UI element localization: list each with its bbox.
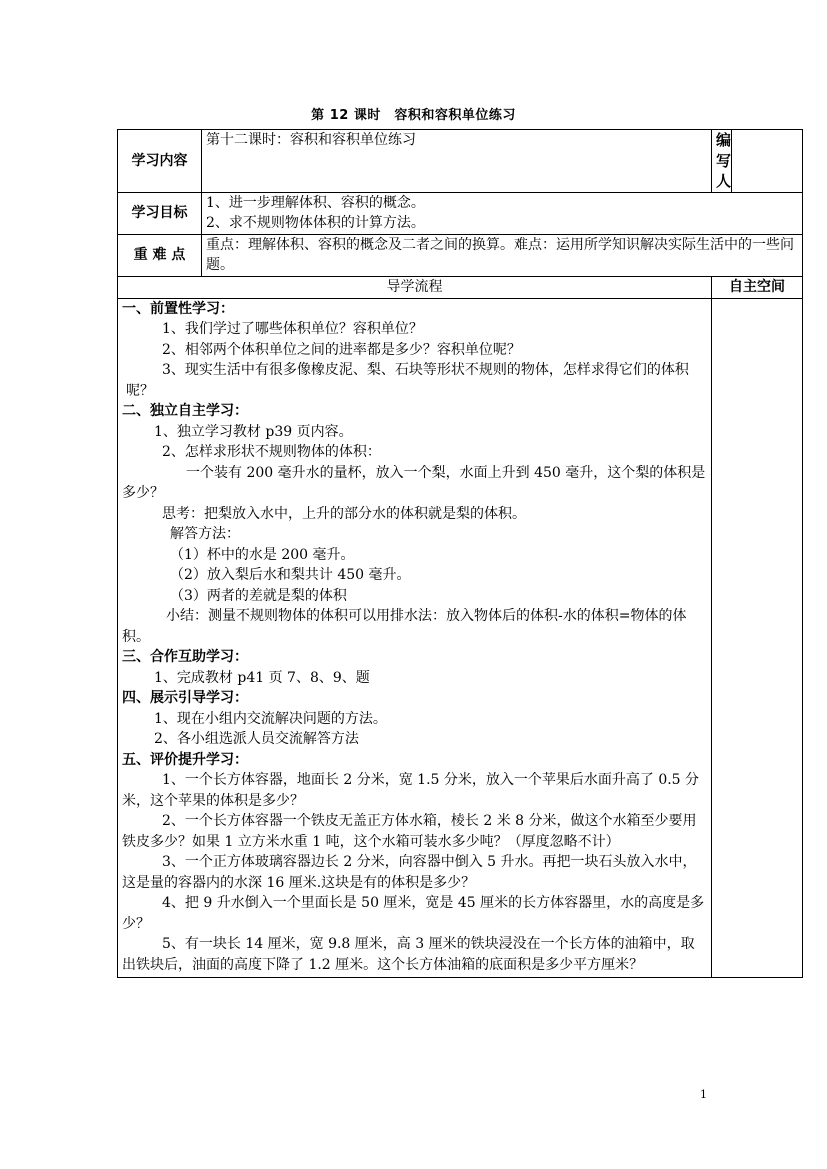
method-label: 解答方法： xyxy=(170,526,240,542)
list-item: 1、完成教材 p41 页 7、8、9、题 xyxy=(154,669,370,686)
section-heading-5: 五、评价提升学习： xyxy=(122,751,248,768)
section-heading-1: 一、前置性学习： xyxy=(122,300,234,317)
goal-item: 1、进一步理解体积、容积的概念。 xyxy=(206,194,425,211)
list-item: 1、我们学过了哪些体积单位？容积单位？ xyxy=(162,321,423,337)
list-item: 3、现实生活中有很多像橡皮泥、梨、石块等形状不规则的物体，怎样求得它们的体积呢？ xyxy=(126,362,689,399)
content-row xyxy=(118,130,803,193)
key-row xyxy=(118,234,803,276)
space-column-header: 自主空间 xyxy=(712,276,803,298)
content-label: 学习内容 xyxy=(118,130,202,193)
list-item: 1、现在小组内交流解决问题的方法。 xyxy=(154,710,387,727)
section-heading-4: 四、展示引导学习： xyxy=(122,690,248,706)
author-value xyxy=(732,130,803,193)
list-item: 1、独立学习教材 p39 页内容。 xyxy=(154,423,353,440)
lesson-table xyxy=(117,129,803,978)
think-text: 思考：把梨放入水中，上升的部分水的体积就是梨的体积。 xyxy=(162,505,526,522)
section-heading-3: 三、合作互助学习： xyxy=(122,649,248,665)
key-label: 重 难 点 xyxy=(118,234,202,276)
self-study-space[interactable] xyxy=(712,298,803,978)
exercise-item: 4、把 9 升水倒入一个里面长是 50 厘米，宽是 45 厘米的长方体容器里，水的高度是多少？ xyxy=(122,895,705,932)
flow-content xyxy=(118,298,712,978)
method-step: （2）放入梨后水和梨共计 450 毫升。 xyxy=(170,567,411,583)
author-label: 编写人 xyxy=(712,130,732,193)
method-step: （3）两者的差就是梨的体积 xyxy=(170,587,347,604)
flow-column-header: 导学流程 xyxy=(118,276,712,298)
key-text: 重点：理解体积、容积的概念及二者之间的换算。难点：运用所学知识解决实际生活中的一些问题。 xyxy=(202,234,803,276)
section-heading-2: 二、独立自主学习： xyxy=(122,403,248,419)
list-item: 2、相邻两个体积单位之间的进率都是多少？容积单位呢？ xyxy=(162,341,521,358)
goal-label: 学习目标 xyxy=(118,192,202,234)
exercise-item: 2、一个长方体容器一个铁皮无盖正方体水箱，棱长 2 米 8 分米，做这个水箱至少要用铁皮多少？如果 1 立方米水重 1 吨，这个水箱可装水多少吨？（厚度忽略不计） xyxy=(122,813,697,850)
exercise-item: 5、有一块长 14 厘米，宽 9.8 厘米，高 3 厘米的铁块浸没在一个长方体的油箱中，取出铁块后，油面的高度下降了 1.2 厘米。这个长方体油箱的底面积是多少平方厘米？ xyxy=(122,936,695,973)
exercise-item: 1、一个长方体容器，地面长 2 分米，宽 1.5 分米，放入一个苹果后水面升高了 0.5 分米，这个苹果的体积是多少？ xyxy=(122,772,700,809)
list-item: 2、各小组选派人员交流解答方法 xyxy=(154,731,359,747)
content-value: 第十二课时：容积和容积单位练习 xyxy=(202,130,712,193)
page-number: 1 xyxy=(700,1088,707,1101)
flow-body-row xyxy=(118,298,803,978)
method-step: （1）杯中的水是 200 毫升。 xyxy=(170,546,355,563)
problem-text: 一个装有 200 毫升水的量杯，放入一个梨，水面上升到 450 毫升，这个梨的体积是多少？ xyxy=(122,464,706,501)
list-item: 2、怎样求形状不规则物体的体积： xyxy=(162,444,381,460)
goal-row xyxy=(118,192,803,234)
goal-item: 2、求不规则物体体积的计算方法。 xyxy=(206,215,425,231)
flow-header-row xyxy=(118,276,803,298)
goal-list xyxy=(202,192,803,234)
lesson-sheet xyxy=(117,129,802,978)
document-title: 第 12 课时 容积和容积单位练习 xyxy=(311,108,516,123)
exercise-item: 3、一个正方体玻璃容器边长 2 分米，向容器中倒入 5 升水。再把一块石头放入水中，这是量的容器内的水深 16 厘米.这块是有的体积是多少？ xyxy=(122,854,697,891)
summary-text: 小结：测量不规则物体的体积可以用排水法：放入物体后的体积-水的体积=物体的体积。 xyxy=(122,608,687,645)
